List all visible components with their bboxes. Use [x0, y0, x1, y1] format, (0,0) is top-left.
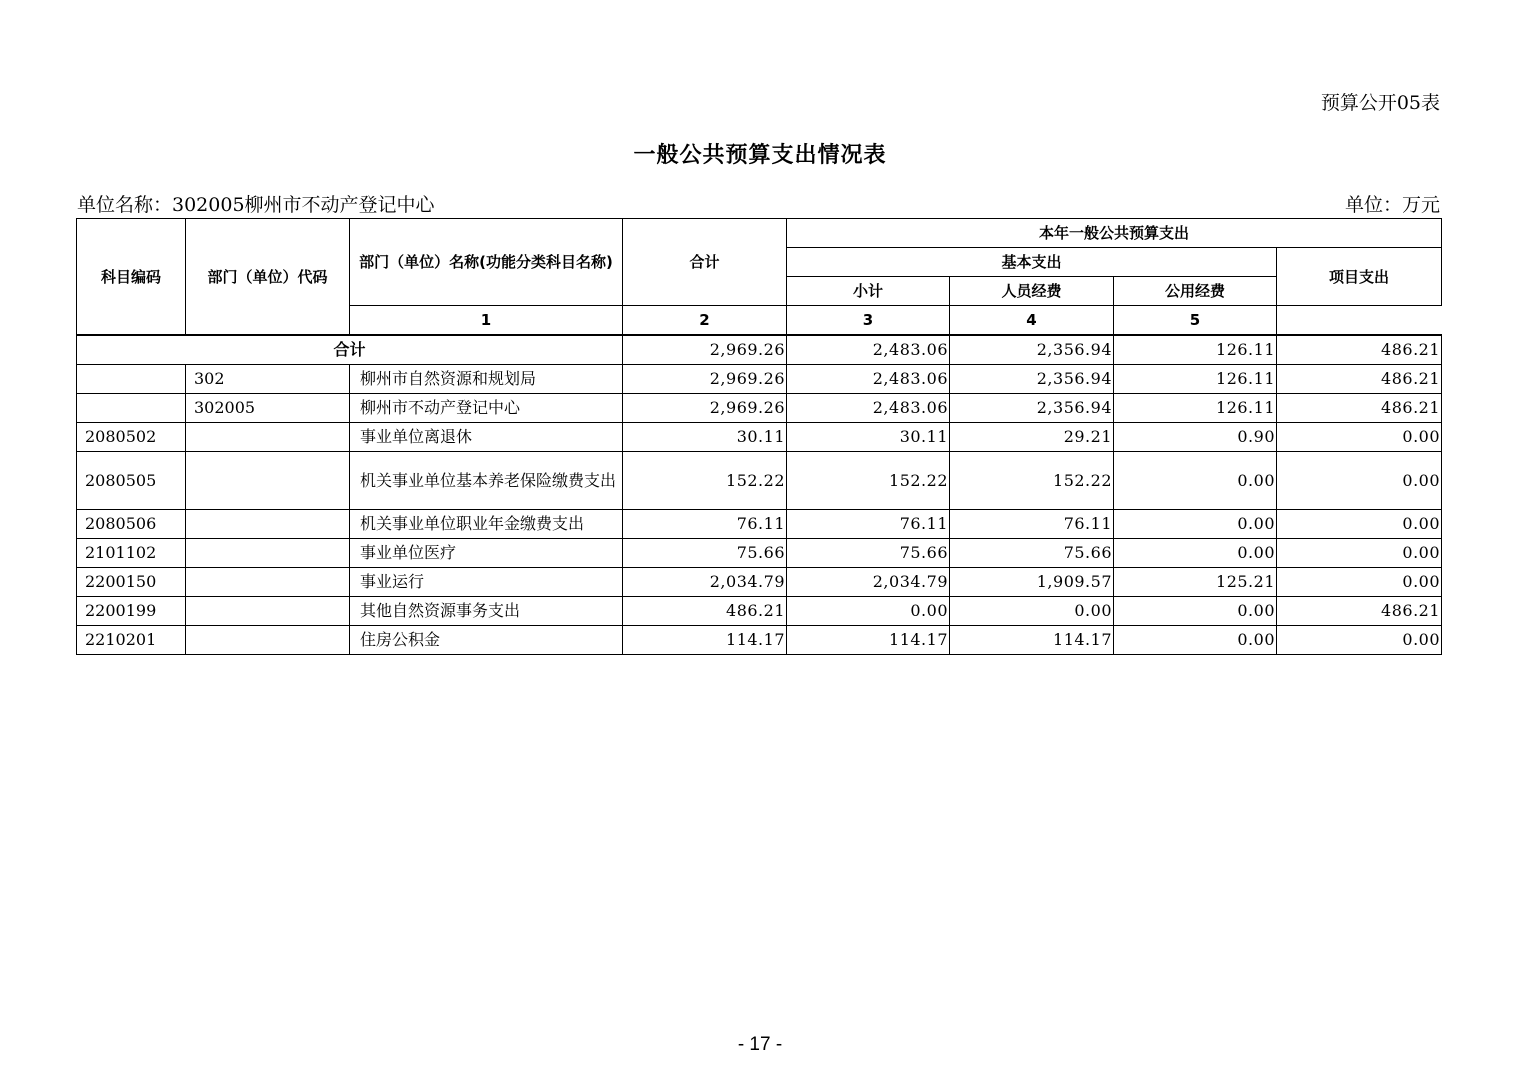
total-project: 486.21 [1277, 335, 1442, 365]
project-cell: 0.00 [1277, 423, 1442, 452]
currency-unit: 单位：万元 [1344, 194, 1440, 216]
public-cell: 126.11 [1114, 365, 1277, 394]
table-row [77, 365, 1442, 394]
subject-code-cell: 2080506 [77, 510, 186, 539]
header-col-4: 4 [950, 306, 1114, 336]
header-public: 公用经费 [1114, 277, 1277, 306]
header-personnel: 人员经费 [950, 277, 1114, 306]
personnel-cell: 76.11 [950, 510, 1114, 539]
project-cell: 0.00 [1277, 626, 1442, 655]
subject-code-cell: 2080505 [77, 452, 186, 510]
unit-name: 单位名称：302005柳州市不动产登记中心 [77, 194, 435, 216]
personnel-cell: 114.17 [950, 626, 1114, 655]
name-cell: 事业单位离退休 [350, 423, 623, 452]
personnel-cell: 2,356.94 [950, 394, 1114, 423]
header-col-1: 1 [350, 306, 623, 336]
page-title: 一般公共预算支出情况表 [633, 142, 887, 168]
total-subtotal: 2,483.06 [787, 335, 950, 365]
project-cell: 486.21 [1277, 365, 1442, 394]
total-personnel: 2,356.94 [950, 335, 1114, 365]
subtotal-cell: 2,034.79 [787, 568, 950, 597]
personnel-cell: 152.22 [950, 452, 1114, 510]
header-dept-code: 部门（单位）代码 [186, 219, 350, 336]
dept-code-cell [186, 597, 350, 626]
subtotal-cell: 2,483.06 [787, 394, 950, 423]
name-cell: 柳州市自然资源和规划局 [350, 365, 623, 394]
public-cell: 0.00 [1114, 539, 1277, 568]
table-row [77, 452, 1442, 510]
total-cell: 30.11 [623, 423, 787, 452]
subtotal-cell: 30.11 [787, 423, 950, 452]
total-cell: 114.17 [623, 626, 787, 655]
page-number: - 17 - [737, 1034, 783, 1055]
project-cell: 486.21 [1277, 597, 1442, 626]
total-label: 合计 [77, 335, 623, 365]
table-body [77, 335, 1442, 655]
subtotal-cell: 76.11 [787, 510, 950, 539]
total-row [77, 335, 1442, 365]
subject-code-cell: 2200199 [77, 597, 186, 626]
subject-code-cell: 2080502 [77, 423, 186, 452]
dept-code-cell: 302 [186, 365, 350, 394]
personnel-cell: 29.21 [950, 423, 1114, 452]
name-cell: 事业单位医疗 [350, 539, 623, 568]
total-total: 2,969.26 [623, 335, 787, 365]
subtotal-cell: 0.00 [787, 597, 950, 626]
total-cell: 2,969.26 [623, 394, 787, 423]
header-project: 项目支出 [1277, 248, 1442, 306]
subject-code-cell: 2200150 [77, 568, 186, 597]
personnel-cell: 0.00 [950, 597, 1114, 626]
total-public: 126.11 [1114, 335, 1277, 365]
dept-code-cell [186, 539, 350, 568]
total-cell: 486.21 [623, 597, 787, 626]
project-cell: 486.21 [1277, 394, 1442, 423]
table-header [77, 219, 1442, 336]
dept-code-cell [186, 626, 350, 655]
subtotal-cell: 114.17 [787, 626, 950, 655]
table-row [77, 423, 1442, 452]
subtotal-cell: 2,483.06 [787, 365, 950, 394]
project-cell: 0.00 [1277, 510, 1442, 539]
header-subject-code: 科目编码 [77, 219, 186, 336]
name-cell: 住房公积金 [350, 626, 623, 655]
public-cell: 0.00 [1114, 597, 1277, 626]
public-cell: 0.00 [1114, 626, 1277, 655]
dept-code-cell [186, 423, 350, 452]
public-cell: 0.00 [1114, 510, 1277, 539]
total-cell: 152.22 [623, 452, 787, 510]
total-cell: 2,969.26 [623, 365, 787, 394]
name-cell: 机关事业单位基本养老保险缴费支出 [350, 452, 623, 510]
table-row [77, 626, 1442, 655]
header-current-year: 本年一般公共预算支出 [787, 219, 1442, 248]
budget-table [76, 218, 1442, 655]
dept-code-cell [186, 568, 350, 597]
subject-code-cell [77, 365, 186, 394]
public-cell: 0.00 [1114, 452, 1277, 510]
table-row [77, 394, 1442, 423]
subtotal-cell: 152.22 [787, 452, 950, 510]
table-row [77, 539, 1442, 568]
header-col-2: 2 [623, 306, 787, 336]
subtotal-cell: 75.66 [787, 539, 950, 568]
name-cell: 事业运行 [350, 568, 623, 597]
dept-code-cell [186, 452, 350, 510]
dept-code-cell: 302005 [186, 394, 350, 423]
table-row [77, 568, 1442, 597]
total-cell: 76.11 [623, 510, 787, 539]
total-cell: 2,034.79 [623, 568, 787, 597]
total-cell: 75.66 [623, 539, 787, 568]
subject-code-cell: 2101102 [77, 539, 186, 568]
header-basic: 基本支出 [787, 248, 1277, 277]
project-cell: 0.00 [1277, 568, 1442, 597]
subject-code-cell: 2210201 [77, 626, 186, 655]
public-cell: 125.21 [1114, 568, 1277, 597]
personnel-cell: 2,356.94 [950, 365, 1114, 394]
project-cell: 0.00 [1277, 539, 1442, 568]
header-total: 合计 [623, 219, 787, 306]
name-cell: 机关事业单位职业年金缴费支出 [350, 510, 623, 539]
personnel-cell: 1,909.57 [950, 568, 1114, 597]
public-cell: 126.11 [1114, 394, 1277, 423]
name-cell: 其他自然资源事务支出 [350, 597, 623, 626]
table-row [77, 510, 1442, 539]
dept-code-cell [186, 510, 350, 539]
form-code: 预算公开05表 [1320, 92, 1440, 114]
header-subtotal: 小计 [787, 277, 950, 306]
subject-code-cell [77, 394, 186, 423]
personnel-cell: 75.66 [950, 539, 1114, 568]
header-col-5: 5 [1114, 306, 1277, 336]
table-row [77, 597, 1442, 626]
name-cell: 柳州市不动产登记中心 [350, 394, 623, 423]
header-dept-name: 部门（单位）名称(功能分类科目名称) [350, 219, 623, 306]
project-cell: 0.00 [1277, 452, 1442, 510]
public-cell: 0.90 [1114, 423, 1277, 452]
header-col-3: 3 [787, 306, 950, 336]
